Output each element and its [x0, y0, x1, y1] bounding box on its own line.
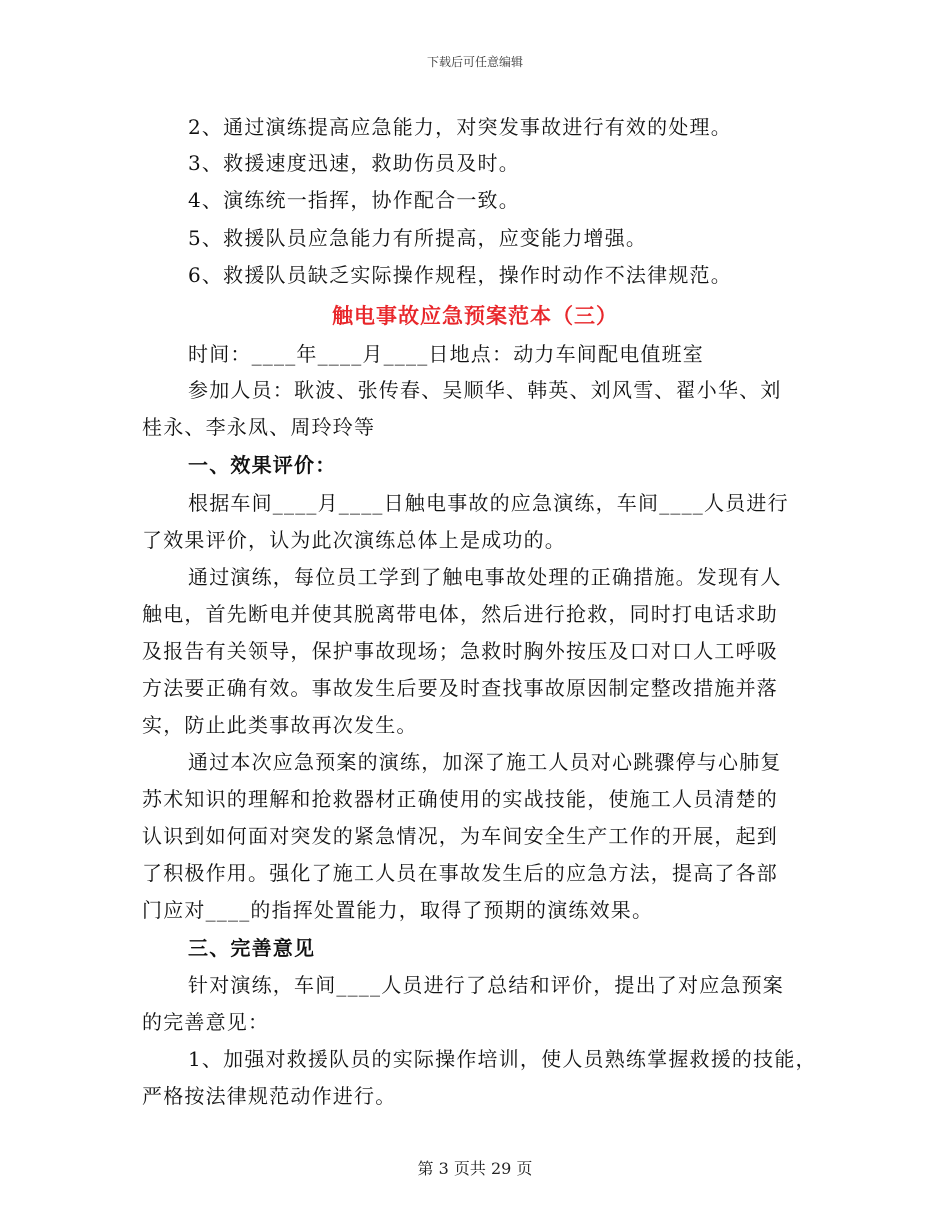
time-location-line: 时间：____年____月____日地点：动力车间配电值班室 — [188, 342, 704, 366]
list-item: 5、救援队员应急能力有所提高，应变能力增强。 — [188, 226, 648, 250]
paragraph-line: 了积极作用。强化了施工人员在事故发生后的应急方法，提高了各部 — [142, 861, 778, 885]
paragraph-line: 针对演练，车间____人员进行了总结和评价，提出了对应急预案 — [188, 973, 784, 997]
paragraph-line: 实，防止此类事故再次发生。 — [142, 713, 418, 737]
paragraph-line: 的完善意见： — [142, 1010, 270, 1034]
paragraph-line: 苏术知识的理解和抢救器材正确使用的实战技能，使施工人员清楚的 — [142, 787, 778, 811]
list-item: 6、救援队员缺乏实际操作规程，操作时动作不法律规范。 — [188, 263, 732, 287]
page-footer: 第 3 页共 29 页 — [417, 1159, 533, 1178]
document-title: 触电事故应急预案范本（三） — [332, 304, 618, 328]
paragraph-line: 及报告有关领导，保护事故现场；急救时胸外按压及口对口人工呼吸 — [142, 639, 778, 663]
page-header: 下载后可任意编辑 — [426, 55, 523, 69]
paragraph-line: 了效果评价，认为此次演练总体上是成功的。 — [142, 528, 566, 552]
paragraph-line: 1、加强对救援队员的实际操作培训，使人员熟练掌握救援的技能， — [188, 1047, 817, 1071]
participants-line: 参加人员：耿波、张传春、吴顺华、韩英、刘风雪、翟小华、刘 — [188, 378, 782, 402]
paragraph-line: 门应对____的指挥处置能力，取得了预期的演练效果。 — [142, 898, 654, 922]
list-item: 3、救援速度迅速，救助伤员及时。 — [188, 151, 520, 175]
paragraph-line: 通过本次应急预案的演练，加深了施工人员对心跳骤停与心肺复 — [188, 750, 782, 774]
paragraph-line: 认识到如何面对突发的紧急情况，为车间安全生产工作的开展，起到 — [142, 824, 778, 848]
participants-line: 桂永、李永凤、周玲玲等 — [142, 415, 376, 439]
list-item: 2、通过演练提高应急能力，对突发事故进行有效的处理。 — [188, 115, 732, 139]
paragraph-line: 触电，首先断电并使其脱离带电体，然后进行抢救，同时打电话求助 — [142, 602, 778, 626]
section-heading: 三、完善意见 — [188, 936, 316, 960]
section-heading: 一、效果评价： — [188, 453, 337, 477]
paragraph-line: 通过演练，每位员工学到了触电事故处理的正确措施。发现有人 — [188, 565, 782, 589]
paragraph-line: 根据车间____月____日触电事故的应急演练，车间____人员进行 — [188, 491, 789, 515]
list-item: 4、演练统一指挥，协作配合一致。 — [188, 188, 520, 212]
paragraph-line: 严格按法律规范动作进行。 — [142, 1084, 397, 1108]
paragraph-line: 方法要正确有效。事故发生后要及时查找事故原因制定整改措施并落 — [142, 676, 778, 700]
